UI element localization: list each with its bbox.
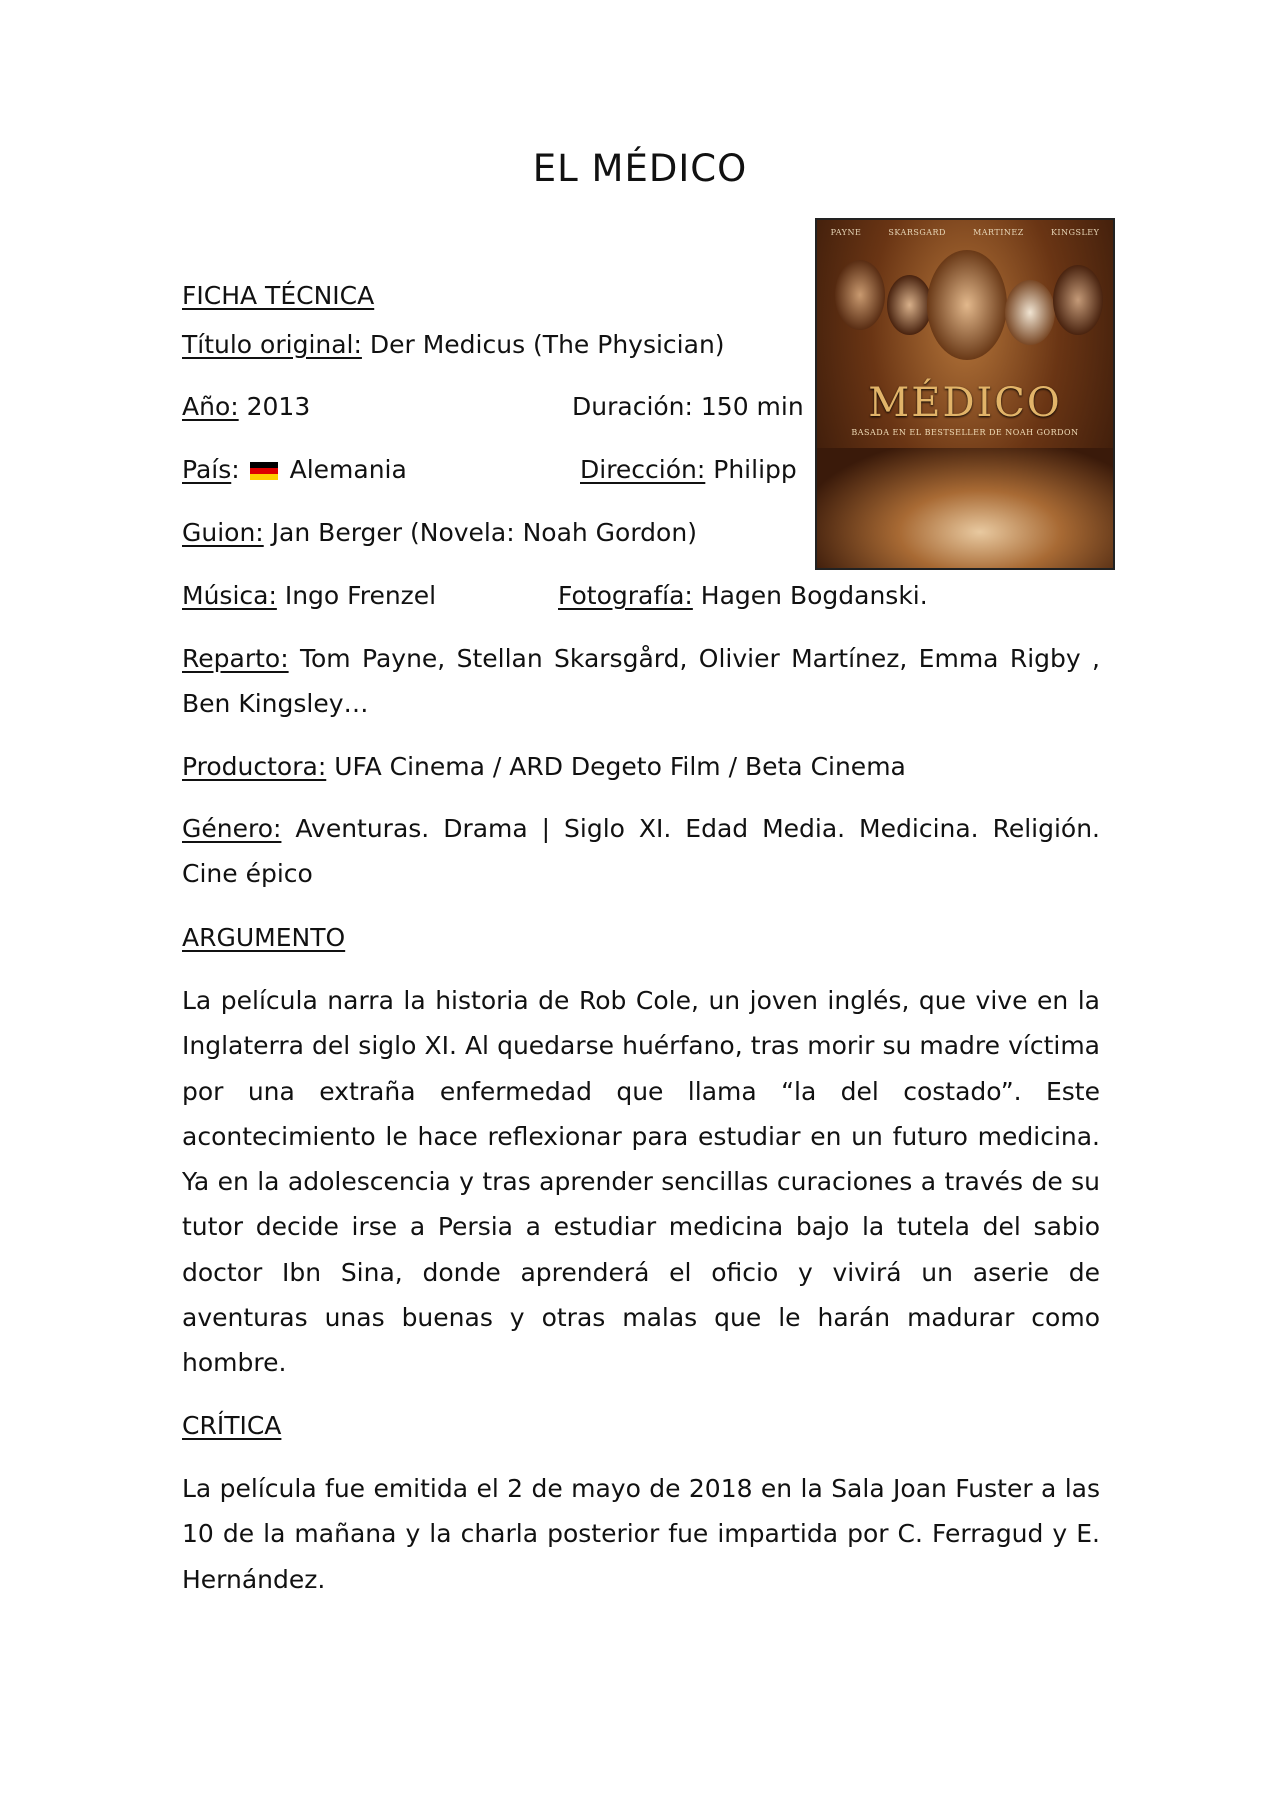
- germany-flag-icon: [250, 462, 278, 480]
- critica-text: La película fue emitida el 2 de mayo de 2018 en la Sala Joan Fuster a las 10 de la mañana y la charla posterior fue impartida por C. Ferragud y E. Hernández.: [182, 1474, 1100, 1594]
- critica-heading: CRÍTICA: [182, 1411, 282, 1440]
- argumento-heading: ARGUMENTO: [182, 923, 346, 952]
- ficha-tecnica-heading: FICHA TÉCNICA: [182, 281, 375, 310]
- direccion-value: Philipp: [705, 455, 797, 484]
- titulo-original-label: Título original:: [182, 330, 362, 359]
- musica-label: Música:: [182, 581, 277, 610]
- pais-label: País: [182, 455, 232, 484]
- guion-value: Jan Berger (Novela: Noah Gordon): [263, 518, 697, 547]
- movie-poster: [815, 218, 1115, 570]
- poster-face-left: [835, 260, 885, 330]
- poster-face-right-2: [1053, 265, 1103, 335]
- pais-value: Alemania: [289, 455, 407, 484]
- poster-actor-names: [817, 228, 1113, 237]
- fotografia-label: Fotografía:: [558, 581, 693, 610]
- genero-label: Género:: [182, 814, 282, 843]
- productora-value: UFA Cinema / ARD Degeto Film / Beta Cinema: [326, 752, 906, 781]
- direccion-label: Dirección:: [580, 455, 706, 484]
- pais-line: [182, 453, 407, 487]
- anio-value: 2013: [238, 392, 311, 421]
- productora-label: Productora:: [182, 752, 327, 781]
- fotografia-value: Hagen Bogdanski.: [692, 581, 928, 610]
- document-title: EL MÉDICO: [532, 147, 748, 190]
- titulo-original-value: Der Medicus (The Physician): [361, 330, 725, 359]
- direccion-line: [580, 453, 797, 487]
- poster-face-left-2: [887, 275, 932, 335]
- poster-tagline: BASADA EN EL BESTSELLER DE NOAH GORDON: [851, 428, 1079, 437]
- genero-value: Aventuras. Drama | Siglo XI. Edad Media. Medicina. Religión. Cine épico: [182, 814, 1100, 889]
- fotografia-line: [558, 579, 928, 613]
- poster-actor: MARTINEZ: [973, 228, 1024, 237]
- productora-line: [182, 750, 906, 784]
- poster-face-center: [927, 250, 1007, 360]
- genero-paragraph: [182, 806, 1100, 897]
- argumento-text: La película narra la historia de Rob Cole, un joven inglés, que vive en la Inglaterra del siglo XI. Al quedarse huérfano, tras morir su madre víctima por una extraña enfermedad que llama “la del costado”. Este acontecimiento le hace reflexionar para estudiar en un futuro medicina. Ya en la adolescencia y tras aprender sencillas curaciones a través de su tutor decide irse a Persia a estudiar medicina bajo la tutela del sabio doctor Ibn Sina, donde aprenderá el oficio y vivirá un aserie de aventuras unas buenas y otras malas que le harán madurar como hombre.: [182, 986, 1100, 1378]
- poster-title: MÉDICO: [868, 380, 1062, 426]
- reparto-value: Tom Payne, Stellan Skarsgård, Olivier Martínez, Emma Rigby , Ben Kingsley…: [182, 644, 1100, 719]
- poster-face-right: [1005, 280, 1055, 345]
- anio-label: Año:: [182, 392, 239, 421]
- guion-label: Guion:: [182, 518, 264, 547]
- guion-line: [182, 516, 697, 550]
- duracion-text: Duración: 150 min: [572, 392, 804, 421]
- reparto-paragraph: [182, 636, 1100, 727]
- poster-actor: KINGSLEY: [1050, 228, 1100, 237]
- poster-scene: [817, 448, 1113, 568]
- anio-line: [182, 390, 310, 424]
- titulo-original-line: [182, 328, 725, 362]
- poster-actor: PAYNE: [830, 228, 862, 237]
- poster-actor: SKARSGARD: [888, 228, 946, 237]
- musica-line: [182, 579, 436, 613]
- pais-separator: :: [231, 455, 240, 484]
- reparto-label: Reparto:: [182, 644, 289, 673]
- musica-value: Ingo Frenzel: [276, 581, 437, 610]
